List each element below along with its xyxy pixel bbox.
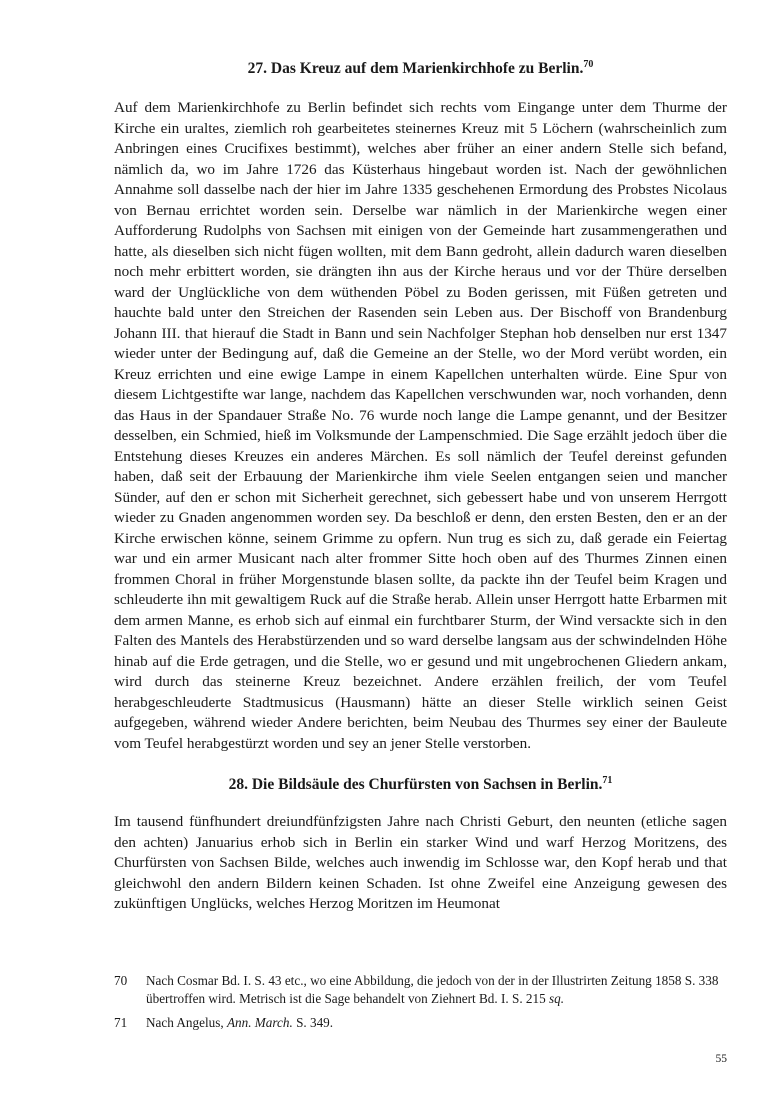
page-content: [114, 54, 727, 915]
section-28-title: 28. Die Bildsäule des Churfürsten von Sachsen in Berlin.$^{71}$: [228, 775, 613, 794]
footnote-71: [114, 1014, 727, 1032]
page-number: 55: [715, 1053, 727, 1065]
footnote-number: 70: [114, 973, 128, 988]
footnote-70: [114, 972, 727, 1008]
footnote-text: Nach Cosmar Bd. I. S. 43 etc., wo eine Abbildung, die jedoch von der in der Illustrirten Zeitung 1858 S. 338 übertroffen wird. Metrisch ist die Sage behandelt von Ziehnert Bd. I. S. 215 sq.: [146, 973, 719, 1006]
footnote-text: Nach Angelus, Ann. March. S. 349.: [146, 1015, 334, 1030]
footnote-ref-71[interactable]: 71: [602, 775, 613, 787]
section-27-title: 27. Das Kreuz auf dem Marienkirchhofe zu Berlin.$^{70}$: [247, 59, 594, 78]
footnote-ref-70[interactable]: 70: [583, 59, 594, 70]
footnote-number: 71: [114, 1015, 128, 1030]
section-27-text: Auf dem Marienkirchhofe zu Berlin befindet sich rechts vom Eingange unter dem Thurme der Kirche ein uraltes, ziemlich roh gearbeitetes steinernes Kreuz mit 5 Löchern (wahrscheinlich zum Anbringen eines Crucifixes bestimmt), welches aber früher an einer andern Stelle sich befand, nämlich da, wo im Jahre 1726 das Küsterhaus hingebaut worden ist. Nach der gewöhnlichen Annahme soll dasselbe nach der hier im Jahre 1335 geschehenen Ermordung des Probstes Nicolaus von Bernau errichtet worden sein. Derselbe war nämlich in der Marienkirche wegen einer Aufforderung Rudolphs von Sachsen mit einigen von der Gemeinde hart zusammengerathen und hatte, als dieselben sich nicht fügen wollten, mit dem Bann gedroht, allein dadurch waren dieselben noch mehr erbittert worden, sie drängten ihn aus der Kirche heraus und vor der Thüre derselben ward der Unglückliche von dem wüthenden Pöbel zu Boden gerissen, mit Füßen getreten und hauchte bald unter den Streichen der Rasenden sein Leben aus. Der Bischoff von Brandenburg Johann III. that hierauf die Stadt in Bann und sein Nachfolger Stephan hob denselben nur erst 1347 wieder unter der Bedingung auf, daß die Gemeine an der Stelle, wo der Mord verübt worden, ein Kreuz errichten und eine ewige Lampe in einem Kapellchen unterhalten würde. Eine Spur von diesem Lichtgestifte war lange, nachdem das Kapellchen verschwunden war, noch vorhanden, denn das Haus in der Spandauer Straße No. 76 wurde noch lange die Lampe genannt, und der Besitzer desselben, ein Schmied, hieß im Volksmunde der Lampenschmied. Die Sage erzählt jedoch über die Entstehung dieses Kreuzes ein anderes Märchen. Es soll nämlich der Teufel dereinst gefunden haben, daß seit der Erbauung der Marienkirche ihm viele Seelen entgangen seien und mancher Sünder, auf den er schon mit Sicherheit gerechnet, sich gebessert habe und von unserem Herrgott wieder zu Gnaden angenommen worden sey. Da beschloß er denn, den ersten Besten, den er an der Kirche erwischen könne, seinem Grimme zu opfern. Nun trug es sich zu, daß gerade ein Feiertag war und ein armer Musicant nach alter frommer Sitte hoch oben auf des Thurmes Zinnen einen frommen Choral in früher Morgenstunde blasen sollte, da packte ihn der Teufel beim Kragen und schleuderte ihn mit gewaltigem Ruck auf die Straße herab. Allein unser Herrgott hatte Erbarmen mit dem armen Manne, es erhob sich auf einmal ein furchtbarer Sturm, der Wind versackte sich in den Falten des Mantels des Herabstürzenden und so ward derselbe langsam aus der schwindelnden Höhe hinab auf die Erde getragen, und die Stelle, wo er gesund und mit ungebrochenen Gliedern ankam, wird durch das steinerne Kreuz bezeichnet. Andere erzählen freilich, der vom Teufel herabgeschleuderte Stadtmusicus (Hausmann) hätte an dieser Stelle wirklich seinen Geist aufgegeben, während wieder Andere berichten, beim Neubau des Thurmes sey einer der Bauleute vom Teufel herabgestürzt worden und sey an jener Stelle verstorben.: [114, 99, 727, 752]
section-28-text: Im tausend fünfhundert dreiundfünfzigsten Jahre nach Christi Geburt, den neunten (etliche sagen den achten) Januarius erhob sich in Berlin ein starker Wind und warf Herzog Moritzens, des Churfürsten von Sachsen Bilde, welches auch inwendig im Schlosse war, den Kopf herab und that gleichwohl den andern Bildern keinen Schaden. Ist ohne Zweifel eine Anzeigung gewesen des zukünftigen Unglücks, welches Herzog Moritzen im Heumonat: [114, 813, 727, 913]
footnotes: [114, 972, 727, 1038]
